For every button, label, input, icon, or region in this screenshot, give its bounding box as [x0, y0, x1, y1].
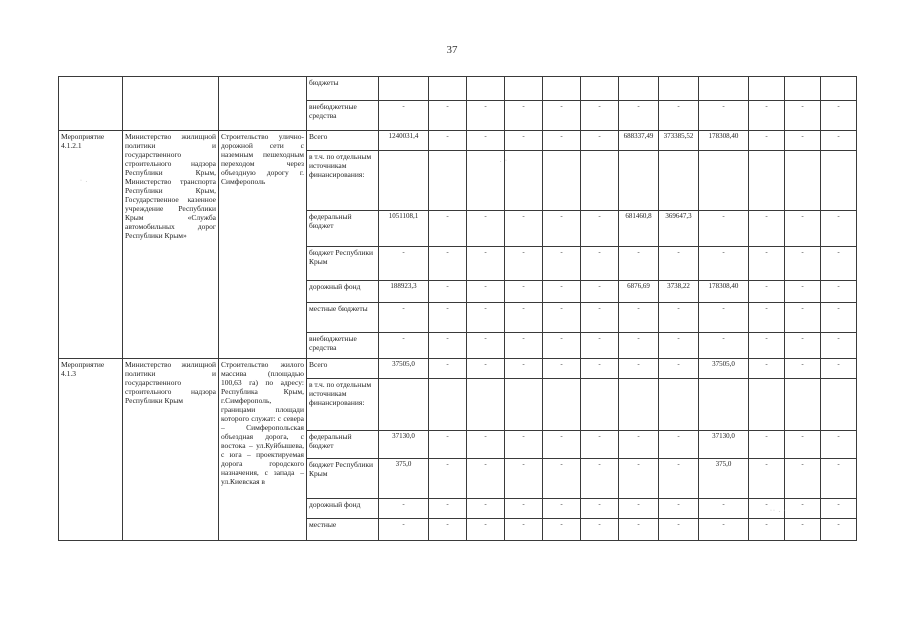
value-cell: -	[785, 519, 821, 541]
funding-source-cell: в т.ч. по отдельным источникам финансирования:	[307, 151, 379, 211]
value-cell	[821, 379, 857, 431]
value-cell: -	[785, 359, 821, 379]
executor-cell: Министерство жилищной политики и государственного строительного надзора Республики Крым, Министерство транспорта Республики Крым, Государственное казенное учреждение Республики Крым «Служба автомобильных дорог Республики Крым»	[123, 131, 219, 359]
description-cell: Строительство улично-дорожной сети с наземным пешеходным переходом через объездную дорогу г. Симферополь	[219, 131, 307, 359]
value-cell: -	[505, 247, 543, 281]
value-cell	[467, 379, 505, 431]
value-cell: -	[467, 211, 505, 247]
value-cell: -	[581, 333, 619, 359]
value-cell: -	[379, 333, 429, 359]
value-cell: -	[821, 333, 857, 359]
value-cell: -	[619, 101, 659, 131]
value-cell: -	[749, 459, 785, 499]
value-cell	[749, 151, 785, 211]
value-cell: -	[429, 303, 467, 333]
value-cell	[543, 151, 581, 211]
value-cell: -	[543, 281, 581, 303]
value-cell: -	[429, 333, 467, 359]
value-cell	[581, 77, 619, 101]
value-cell: -	[429, 499, 467, 519]
value-cell: -	[505, 333, 543, 359]
value-cell: -	[659, 499, 699, 519]
value-cell	[699, 379, 749, 431]
value-cell	[619, 151, 659, 211]
value-cell: -	[505, 459, 543, 499]
value-cell: -	[429, 131, 467, 151]
value-cell: -	[379, 519, 429, 541]
value-cell	[379, 151, 429, 211]
value-cell: -	[581, 359, 619, 379]
value-cell: -	[543, 131, 581, 151]
funding-source-cell: внебюджетные средства	[307, 333, 379, 359]
value-cell	[749, 77, 785, 101]
value-cell: -	[821, 519, 857, 541]
value-cell: -	[581, 519, 619, 541]
value-cell: -	[543, 459, 581, 499]
value-cell	[785, 77, 821, 101]
value-cell	[429, 77, 467, 101]
value-cell: -	[379, 101, 429, 131]
value-cell	[659, 77, 699, 101]
funding-source-cell: Всего	[307, 131, 379, 151]
scan-speck: ·· . ·	[770, 508, 787, 514]
value-cell: -	[699, 499, 749, 519]
value-cell: -	[699, 101, 749, 131]
value-cell	[505, 151, 543, 211]
value-cell: -	[659, 431, 699, 459]
value-cell	[429, 151, 467, 211]
value-cell: -	[749, 431, 785, 459]
funding-source-cell: внебюджетные средства	[307, 101, 379, 131]
value-cell: -	[543, 519, 581, 541]
value-cell: 369647,3	[659, 211, 699, 247]
value-cell: 1051108,1	[379, 211, 429, 247]
executor-cell: Министерство жилищной политики и государственного строительного надзора Республики Крым	[123, 359, 219, 541]
value-cell: -	[659, 519, 699, 541]
value-cell: -	[581, 101, 619, 131]
value-cell	[659, 379, 699, 431]
value-cell: -	[749, 359, 785, 379]
value-cell: 681460,8	[619, 211, 659, 247]
value-cell	[749, 379, 785, 431]
value-cell: -	[785, 431, 821, 459]
value-cell: -	[581, 431, 619, 459]
measure-cell: Мероприятие 4.1.3	[59, 359, 123, 541]
value-cell: 3738,22	[659, 281, 699, 303]
value-cell	[821, 77, 857, 101]
value-cell: -	[785, 131, 821, 151]
value-cell: -	[699, 247, 749, 281]
value-cell: -	[543, 211, 581, 247]
value-cell: 37130,0	[699, 431, 749, 459]
value-cell: -	[581, 281, 619, 303]
funding-source-cell: местные бюджеты	[307, 303, 379, 333]
value-cell: -	[619, 247, 659, 281]
value-cell: -	[749, 303, 785, 333]
value-cell: -	[543, 303, 581, 333]
value-cell: -	[467, 247, 505, 281]
value-cell	[467, 151, 505, 211]
value-cell	[379, 77, 429, 101]
value-cell: -	[619, 431, 659, 459]
value-cell: -	[785, 459, 821, 499]
description-cell: Строительство жилого массива (площадью 100,63 га) по адресу: Республика Крым, г.Симферополь, границами площади которого служат: с севера – Симферопольская объездная дорога, с востока – ул.Куйбышева, с юга – проектируемая дорога городского назначения, с запада – ул.Киевская в	[219, 359, 307, 541]
value-cell: -	[619, 359, 659, 379]
value-cell	[467, 77, 505, 101]
value-cell: -	[467, 519, 505, 541]
value-cell: -	[749, 281, 785, 303]
value-cell: -	[619, 303, 659, 333]
value-cell: -	[543, 101, 581, 131]
value-cell	[619, 379, 659, 431]
value-cell: -	[749, 519, 785, 541]
value-cell: -	[467, 101, 505, 131]
value-cell: -	[581, 211, 619, 247]
value-cell: -	[821, 359, 857, 379]
value-cell: -	[821, 101, 857, 131]
value-cell: -	[467, 131, 505, 151]
value-cell: -	[821, 499, 857, 519]
value-cell: 37130,0	[379, 431, 429, 459]
scan-speck: · .	[80, 178, 88, 184]
funding-source-cell: бюджеты	[307, 77, 379, 101]
value-cell: 375,0	[699, 459, 749, 499]
value-cell	[699, 151, 749, 211]
executor-cell	[123, 77, 219, 131]
value-cell: -	[821, 459, 857, 499]
value-cell: -	[785, 247, 821, 281]
value-cell: 37505,0	[699, 359, 749, 379]
value-cell: -	[379, 499, 429, 519]
value-cell: 373385,52	[659, 131, 699, 151]
value-cell: -	[429, 459, 467, 499]
value-cell	[699, 77, 749, 101]
value-cell: -	[543, 499, 581, 519]
value-cell: -	[785, 303, 821, 333]
value-cell: -	[467, 499, 505, 519]
value-cell	[659, 151, 699, 211]
measure-cell: Мероприятие 4.1.2.1	[59, 131, 123, 359]
value-cell: -	[749, 101, 785, 131]
funding-source-cell: федеральный бюджет	[307, 211, 379, 247]
value-cell: -	[699, 211, 749, 247]
value-cell	[543, 379, 581, 431]
funding-source-cell: Всего	[307, 359, 379, 379]
value-cell: -	[619, 459, 659, 499]
value-cell	[821, 151, 857, 211]
value-cell: -	[467, 281, 505, 303]
value-cell: -	[619, 333, 659, 359]
value-cell: 188923,3	[379, 281, 429, 303]
value-cell: -	[467, 333, 505, 359]
value-cell: -	[749, 247, 785, 281]
value-cell: -	[699, 519, 749, 541]
value-cell: -	[429, 101, 467, 131]
table-row	[59, 359, 857, 379]
value-cell	[543, 77, 581, 101]
value-cell: -	[429, 519, 467, 541]
value-cell: -	[581, 303, 619, 333]
value-cell: -	[659, 247, 699, 281]
value-cell: -	[505, 431, 543, 459]
value-cell: -	[379, 303, 429, 333]
value-cell: -	[821, 303, 857, 333]
description-cell	[219, 77, 307, 131]
value-cell: 375,0	[379, 459, 429, 499]
value-cell: -	[821, 281, 857, 303]
scan-speck: . ·	[500, 158, 508, 164]
value-cell: -	[429, 247, 467, 281]
measure-cell	[59, 77, 123, 131]
value-cell: -	[543, 247, 581, 281]
funding-source-cell: местные	[307, 519, 379, 541]
value-cell: -	[543, 431, 581, 459]
funding-source-cell: бюджет Республики Крым	[307, 247, 379, 281]
value-cell: -	[821, 431, 857, 459]
value-cell: -	[429, 359, 467, 379]
value-cell: -	[505, 101, 543, 131]
value-cell: -	[749, 499, 785, 519]
value-cell: 37505,0	[379, 359, 429, 379]
value-cell	[505, 77, 543, 101]
value-cell: -	[505, 359, 543, 379]
value-cell: -	[749, 131, 785, 151]
value-cell: -	[467, 459, 505, 499]
funding-source-cell: федеральный бюджет	[307, 431, 379, 459]
table-row	[59, 77, 857, 101]
funding-source-cell: в т.ч. по отдельным источникам финансирования:	[307, 379, 379, 431]
value-cell: -	[785, 101, 821, 131]
value-cell	[379, 379, 429, 431]
funding-source-cell: дорожный фонд	[307, 281, 379, 303]
value-cell: -	[505, 211, 543, 247]
value-cell: -	[821, 211, 857, 247]
value-cell: 1240031,4	[379, 131, 429, 151]
value-cell: -	[749, 333, 785, 359]
value-cell: -	[429, 281, 467, 303]
value-cell: -	[785, 499, 821, 519]
value-cell	[619, 77, 659, 101]
value-cell: -	[581, 131, 619, 151]
value-cell	[429, 379, 467, 431]
value-cell: -	[659, 303, 699, 333]
value-cell: 178308,40	[699, 131, 749, 151]
value-cell: -	[467, 359, 505, 379]
value-cell: -	[505, 499, 543, 519]
value-cell: -	[619, 499, 659, 519]
value-cell: -	[821, 131, 857, 151]
value-cell: -	[505, 281, 543, 303]
value-cell: -	[505, 519, 543, 541]
value-cell	[581, 151, 619, 211]
value-cell: -	[659, 333, 699, 359]
value-cell: -	[467, 303, 505, 333]
funding-table	[58, 76, 857, 541]
value-cell: -	[749, 211, 785, 247]
value-cell: -	[659, 101, 699, 131]
value-cell: -	[581, 247, 619, 281]
value-cell	[785, 151, 821, 211]
value-cell: -	[659, 459, 699, 499]
page-number: 37	[446, 44, 458, 56]
value-cell: 6876,69	[619, 281, 659, 303]
value-cell: -	[659, 359, 699, 379]
value-cell	[581, 379, 619, 431]
value-cell: -	[543, 333, 581, 359]
value-cell	[785, 379, 821, 431]
table-row	[59, 131, 857, 151]
value-cell: -	[581, 459, 619, 499]
value-cell: -	[785, 211, 821, 247]
funding-source-cell: дорожный фонд	[307, 499, 379, 519]
value-cell: 178308,40	[699, 281, 749, 303]
funding-source-cell: бюджет Республики Крым	[307, 459, 379, 499]
value-cell: -	[467, 431, 505, 459]
value-cell: -	[699, 333, 749, 359]
value-cell: -	[505, 131, 543, 151]
value-cell: -	[543, 359, 581, 379]
value-cell: -	[785, 333, 821, 359]
value-cell: -	[785, 281, 821, 303]
value-cell: -	[379, 247, 429, 281]
value-cell: -	[429, 211, 467, 247]
value-cell: -	[619, 519, 659, 541]
value-cell: -	[581, 499, 619, 519]
value-cell: 688337,49	[619, 131, 659, 151]
value-cell	[505, 379, 543, 431]
value-cell: -	[699, 303, 749, 333]
value-cell: -	[429, 431, 467, 459]
value-cell: -	[821, 247, 857, 281]
value-cell: -	[505, 303, 543, 333]
